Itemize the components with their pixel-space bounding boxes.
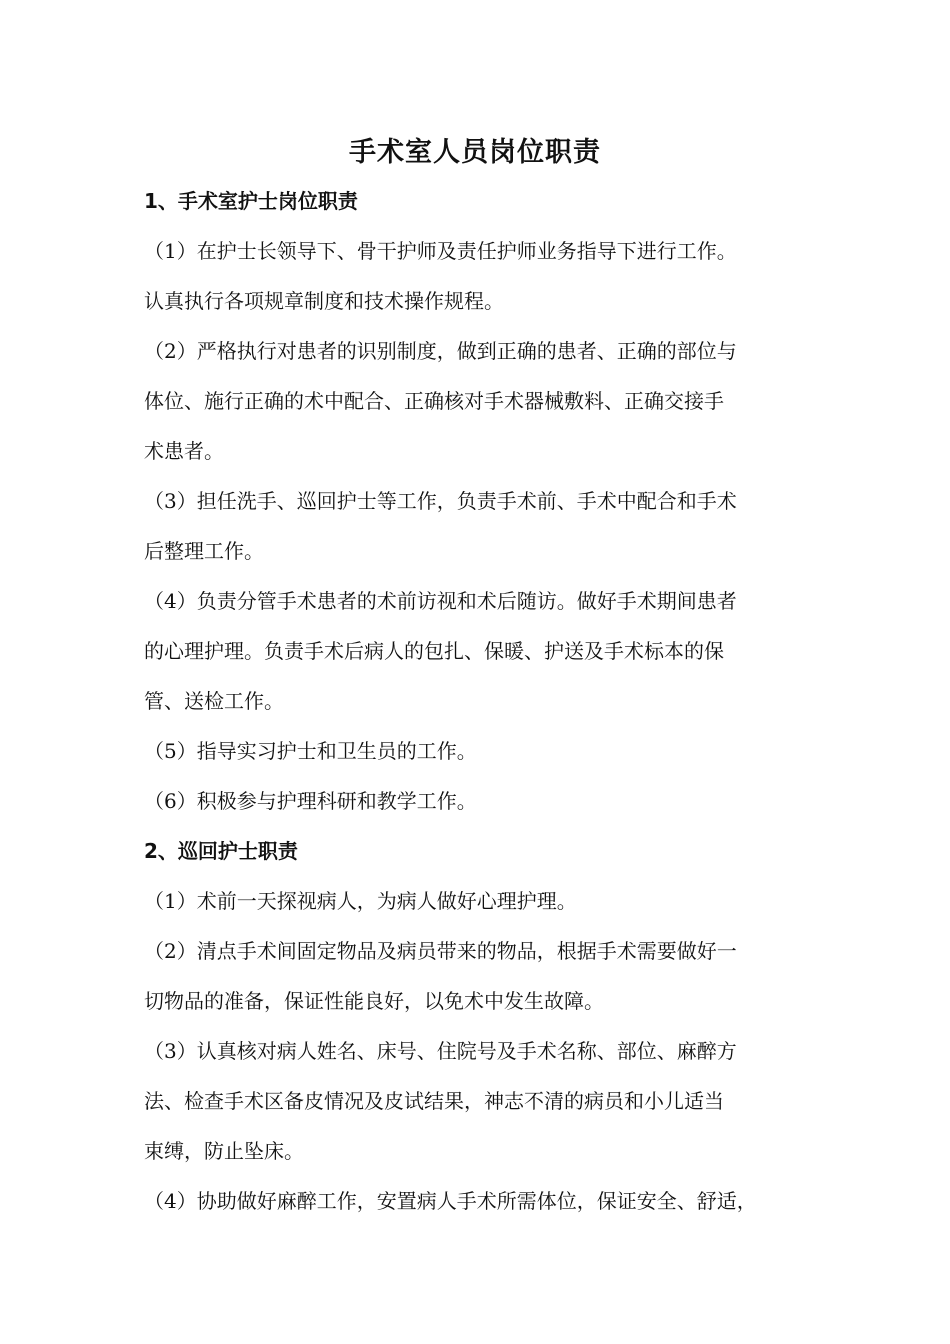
paragraph [144, 1176, 816, 1226]
document-body [144, 176, 816, 1226]
text-line: 法、检查手术区备皮情况及皮试结果，神志不清的病员和小儿适当 [144, 1089, 724, 1113]
paragraph [144, 226, 816, 326]
text-line: 术患者。 [144, 439, 224, 463]
text-line: （2）严格执行对患者的识别制度，做到正确的患者、正确的部位与 [144, 339, 737, 363]
paragraph [144, 776, 816, 826]
text-line: 体位、施行正确的术中配合、正确核对手术器械敷料、正确交接手 [144, 389, 724, 413]
text-line: （1）术前一天探视病人，为病人做好心理护理。 [144, 889, 577, 913]
text-line: （4）负责分管手术患者的术前访视和术后随访。做好手术期间患者 [144, 589, 737, 613]
text-line: （3）认真核对病人姓名、床号、住院号及手术名称、部位、麻醉方 [144, 1039, 737, 1063]
paragraph [144, 326, 816, 476]
paragraph [144, 576, 816, 726]
text-line: （5）指导实习护士和卫生员的工作。 [144, 739, 477, 763]
text-line: （1）在护士长领导下、骨干护师及责任护师业务指导下进行工作。 [144, 239, 737, 263]
text-line: 后整理工作。 [144, 539, 264, 563]
text-line: 束缚，防止坠床。 [144, 1139, 304, 1163]
text-line: （3）担任洗手、巡回护士等工作，负责手术前、手术中配合和手术 [144, 489, 737, 513]
section-heading: 1、手术室护士岗位职责 [144, 189, 358, 213]
text-line: 管、送检工作。 [144, 689, 284, 713]
document-title: 手术室人员岗位职责 [349, 137, 601, 168]
section-heading: 2、巡回护士职责 [144, 839, 298, 863]
paragraph [144, 726, 816, 776]
text-line: 认真执行各项规章制度和技术操作规程。 [144, 289, 504, 313]
paragraph [144, 1026, 816, 1176]
text-line: （2）清点手术间固定物品及病员带来的物品，根据手术需要做好一 [144, 939, 737, 963]
paragraph [144, 476, 816, 576]
text-line: 的心理护理。负责手术后病人的包扎、保暖、护送及手术标本的保 [144, 639, 724, 663]
paragraph [144, 926, 816, 1026]
text-line: （4）协助做好麻醉工作，安置病人手术所需体位，保证安全、舒适， [144, 1189, 757, 1213]
text-line: 切物品的准备，保证性能良好，以免术中发生故障。 [144, 989, 604, 1013]
text-line: （6）积极参与护理科研和教学工作。 [144, 789, 477, 813]
paragraph [144, 876, 816, 926]
